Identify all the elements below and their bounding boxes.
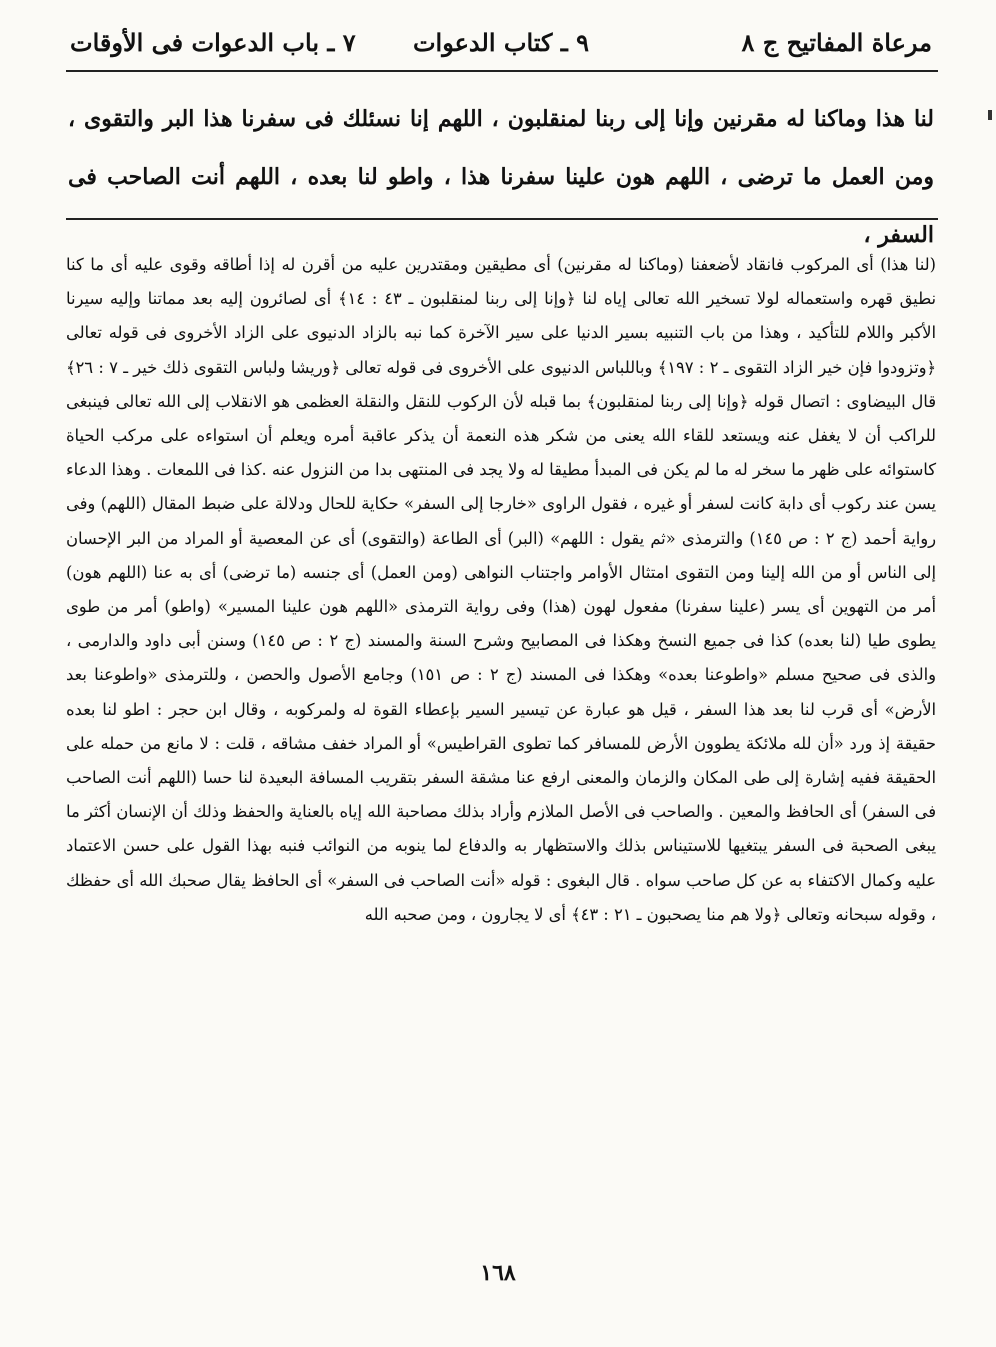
header-book-title: ٩ ـ كتاب الدعوات [412, 28, 590, 57]
header-book-volume: مرعاة المفاتيح ج ٨ [741, 28, 932, 57]
header-rule [66, 70, 938, 72]
commentary-block [66, 248, 936, 932]
page-number: ١٦٨ [480, 1260, 516, 1286]
header-chapter: ٧ ـ باب الدعوات فى الأوقات [70, 28, 356, 57]
hadith-text: لنا هذا وماكنا له مقرنين وإنا إلى ربنا لمنقلبون ، اللهم إنا نسئلك فى سفرنا هذا البر والتقوى ، ومن العمل ما ترضى ، اللهم هون علينا سفرنا هذا ، واطو لنا بعده ، اللهم أنت الصاحب فى السفر ، [68, 106, 934, 248]
page-header [70, 22, 932, 66]
hadith-text-block [68, 90, 934, 264]
commentary-text: (لنا هذا) أى المركوب فانقاد لأضعفنا (وماكنا له مقرنين) أى مطيقين ومقتدرين عليه من أقرن له إذا أطاقه وقوى عليه أى ما كنا نطيق قهره واستعماله لولا تسخير الله تعالى إياه لنا ﴿وإنا إلى ربنا لمنقلبون ـ ٤٣ : ١٤﴾ أى لصائرون إليه بعد مماتنا وإليه سيرنا الأكبر واللام للتأكيد ، وهذا من باب التنبيه بسير الدنيا على سير الآخرة كما نبه بالزاد الدنيوى على الزاد الأخروى فى قوله تعالى ﴿وتزودوا فإن خير الزاد التقوى ـ ٢ : ١٩٧﴾ وباللباس الدنيوى على الأخروى فى قوله تعالى ﴿وريشا ولباس التقوى ذلك خير ـ ٧ : ٢٦﴾ قال البيضاوى : اتصال قوله ﴿وإنا إلى ربنا لمنقلبون﴾ بما قبله لأن الركوب للنقل والنقلة العظمى هو الانقلاب إلى الله تعالى فينبغى للراكب أن لا يغفل عنه ويستعد للقاء الله يعنى من شكر هذه النعمة أن يذكر عاقبة أمره ويعلم أن استواءه على مركب الحياة كاستوائه على ظهر ما سخر له ما لم يكن فى المبدأ مطيقا له ولا يجد فى المنتهى بدا من النزول عنه .كذا فى اللمعات . وهذا الدعاء يسن عند ركوب أى دابة كانت لسفر أو غيره ، فقول الراوى «خارجا إلى السفر» حكاية للحال ودلالة على ضبط المقال (اللهم) وفى رواية أحمد (ج ٢ : ص ١٤٥) والترمذى «ثم يقول : اللهم» (البر) أى الطاعة (والتقوى) أى عن المعصية أو المراد من البر الإحسان إلى الناس أو من الله إلينا ومن التقوى امتثال الأوامر واجتناب النواهى (ومن العمل) أى جنسه (ما ترضى) أى به عنا (اللهم هون) أمر من التهوين أى يسر (علينا سفرنا) مفعول لهون (هذا) وفى رواية الترمذى «اللهم هون علينا المسير» (واطو) أمر من طوى يطوى طيا (لنا بعده) كذا فى جميع النسخ وهكذا فى المصابيح وشرح السنة والمسند (ج ٢ : ص ١٤٥) وسنن أبى داود والدارمى ، والذى فى صحيح مسلم «واطوعنا بعده» وهكذا فى المسند (ج ٢ : ص ١٥١) وجامع الأصول والحصن ، وللترمذى «واطوعنا بعد الأرض» أى قرب لنا بعد هذا السفر ، قيل هو عبارة عن تيسير السير بإعطاء القوة له ولمركوبه ، وقال ابن حجر : اطو لنا بعده حقيقة إذ ورد «أن لله ملائكة يطوون الأرض للمسافر كما تطوى القراطيس» أو المراد خفف مشاقه ، قلت : لا مانع من حمله على الحقيقة ففيه إشارة إلى طى المكان والزمان والمعنى ارفع عنا مشقة السفر بتقريب المسافة البعيدة لنا حسا (اللهم أنت الصاحب فى السفر) أى الحافظ والمعين . والصاحب فى الأصل الملازم وأراد بذلك مصاحبة الله إياه بالعناية والحفظ وذلك أن الإنسان أكثر ما يبغى الصحبة فى السفر يبتغيها للاستيناس بذلك والاستظهار به والدفاع لما ينوبه من النوائب فنبه بهذا القول على حسن الاعتماد عليه وكمال الاكتفاء به عن كل صاحب سواه . قال البغوى : قوله «أنت الصاحب فى السفر» أى الحافظ يقال صحبك الله أى حفظك ، وقوله سبحانه وتعالى ﴿ولا هم منا يصحبون ـ ٢١ : ٤٣﴾ أى لا يجارون ، ومن صحبه الله [65, 255, 937, 924]
section-divider [66, 218, 938, 220]
margin-mark [988, 110, 992, 120]
